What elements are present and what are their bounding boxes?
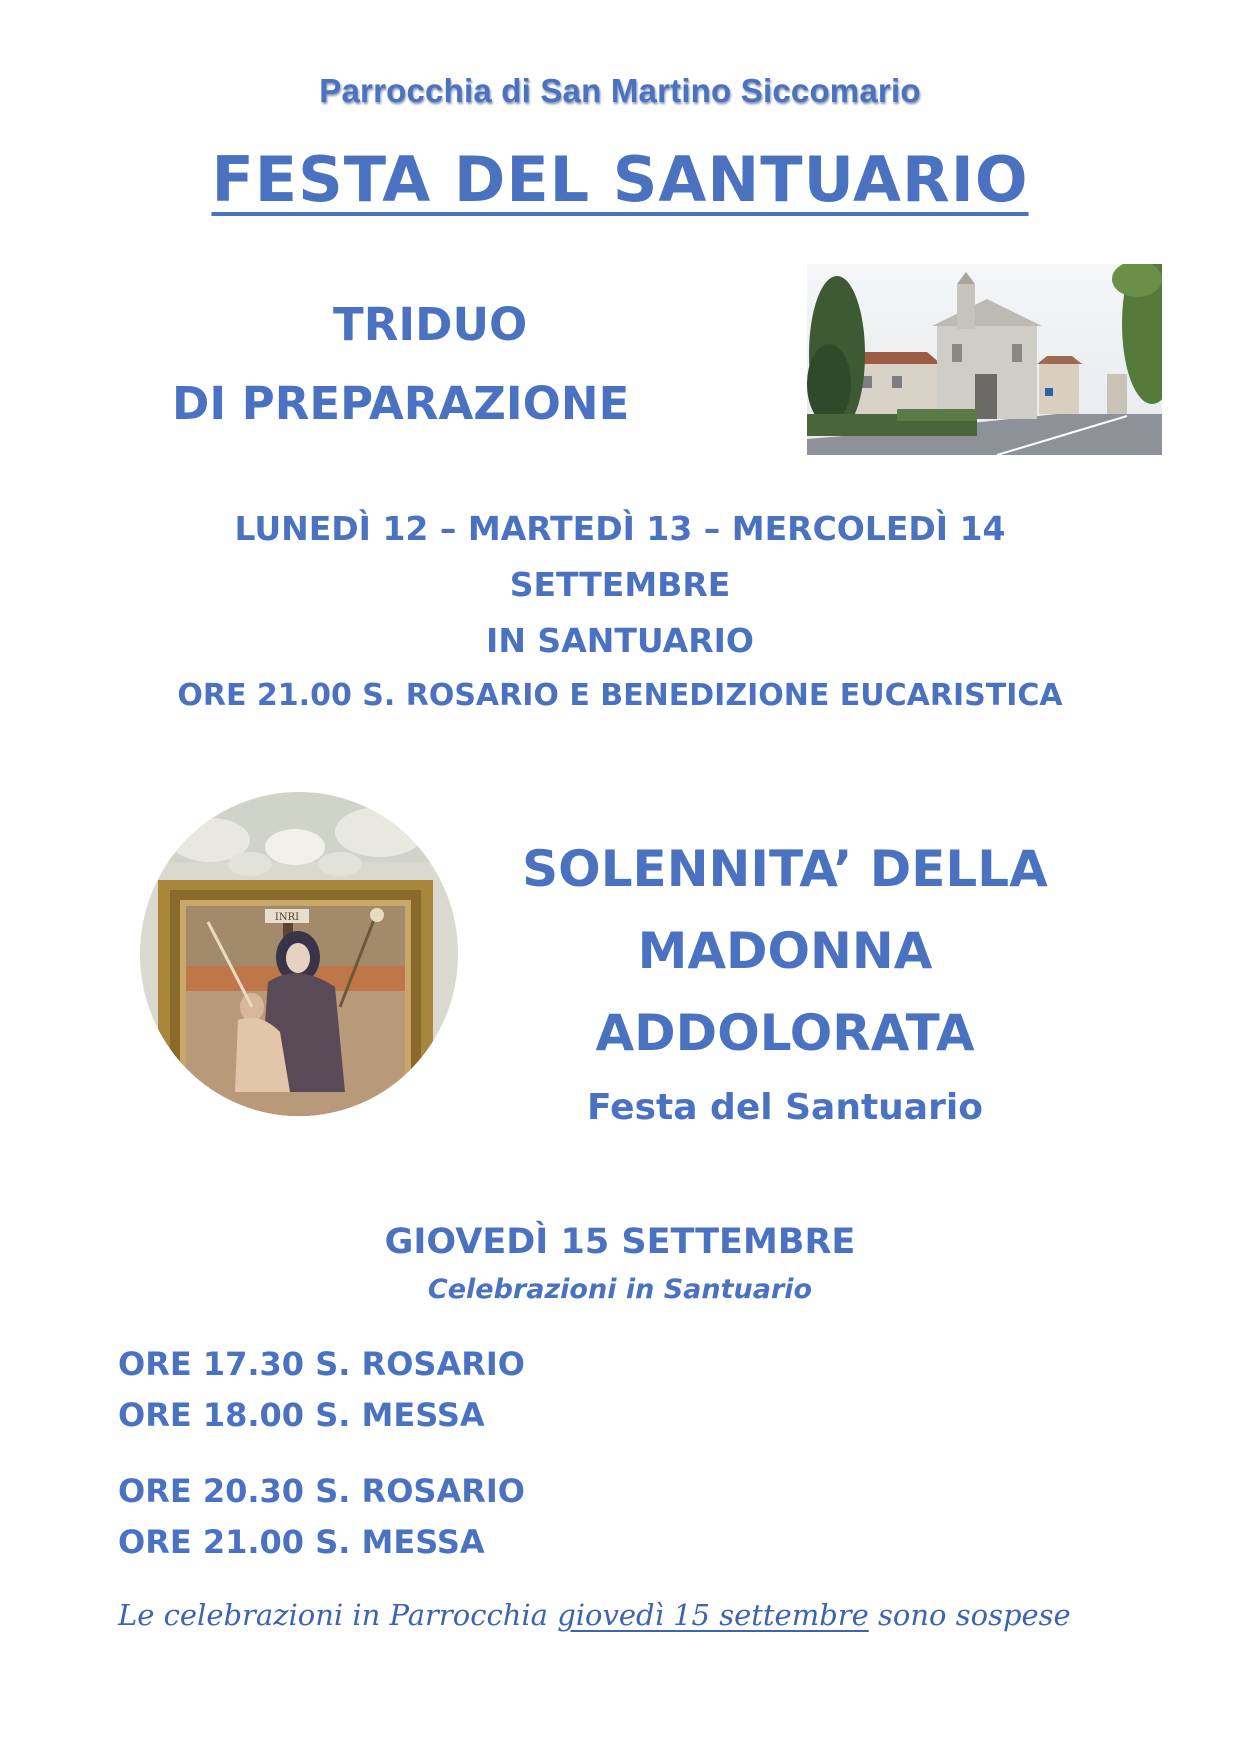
triduo-days: LUNEDÌ 12 – MARTEDÌ 13 – MERCOLEDÌ 14 [234, 509, 1006, 548]
parish-name: Parrocchia di San Martino Siccomario [319, 72, 921, 109]
schedule-item: ORE 20.30 S. ROSARIO [118, 1472, 525, 1510]
note-text-after: sono sospese [868, 1598, 1071, 1632]
suspension-note [118, 1598, 1071, 1632]
solemnity-title-line1: SOLENNITA’ DELLA [522, 840, 1048, 898]
solemnity-title-line2: MADONNA [637, 922, 933, 980]
triduo-time: ORE 21.00 S. ROSARIO E BENEDIZIONE EUCARISTICA [177, 678, 1063, 713]
solemnity-title-line3: ADDOLORATA [595, 1004, 975, 1062]
note-date-underlined: giovedì 15 settembre [557, 1598, 869, 1632]
triduo-place: IN SANTUARIO [486, 621, 754, 660]
solemnity-subtitle: Festa del Santuario [587, 1087, 983, 1128]
thursday-subtitle: Celebrazioni in Santuario [427, 1274, 813, 1305]
page-title: FESTA DEL SANTUARIO [211, 143, 1029, 216]
thursday-date: GIOVEDÌ 15 SETTEMBRE [384, 1222, 856, 1262]
church-photo [807, 264, 1162, 455]
triduo-heading-line1: TRIDUO [333, 298, 528, 351]
inri-inscription: INRI [274, 912, 300, 923]
schedule-item: ORE 21.00 S. MESSA [118, 1523, 485, 1561]
note-text-before: Le celebrazioni in Parrocchia [118, 1598, 558, 1632]
schedule-item: ORE 17.30 S. ROSARIO [118, 1345, 525, 1383]
schedule-item: ORE 18.00 S. MESSA [118, 1396, 485, 1434]
triduo-heading-line2: DI PREPARAZIONE [172, 377, 630, 430]
triduo-month: SETTEMBRE [509, 565, 731, 604]
madonna-painting [140, 792, 458, 1116]
